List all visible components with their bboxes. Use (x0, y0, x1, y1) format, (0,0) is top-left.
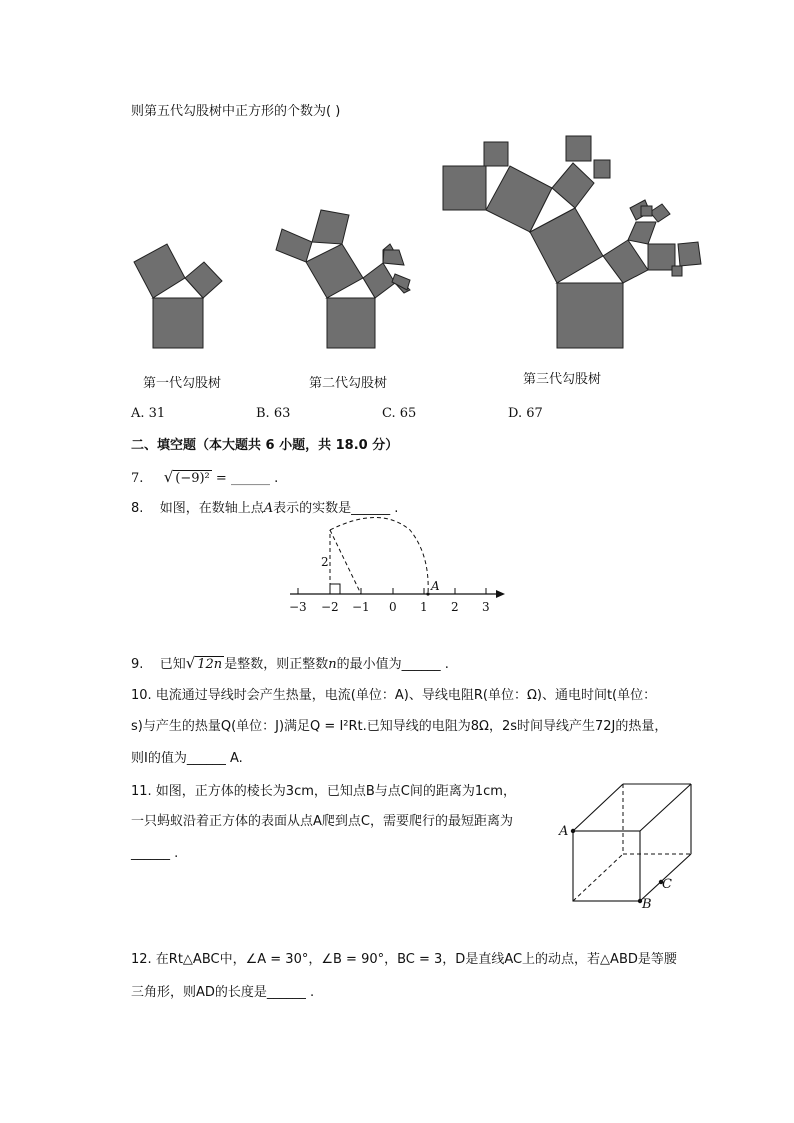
q8-var: A (263, 501, 274, 516)
q12-line2: 三角形，则AD的长度是______ . (131, 985, 315, 1000)
q7-tail: = ______ . (215, 471, 279, 486)
q10-line2: s)与产生的热量Q(单位：J)满足Q = I²Rt.已知导线的电阻为8Ω，2s时间导线产生72J的热量， (131, 719, 668, 734)
q11-line2: 一只蚂蚁沿着正方体的表面从点A爬到点C，需要爬行的最短距离为 (131, 814, 513, 829)
q9-number: 9. (131, 657, 144, 672)
nl-point-label: A (431, 579, 440, 593)
q6-prompt: 则第五代勾股树中正方形的个数为( ) (131, 104, 341, 119)
nl-tick-2: 2 (451, 600, 459, 614)
q9-radicand: 12n (197, 657, 223, 672)
option-c: C. 65 (382, 406, 417, 421)
q9-pre: 已知 (159, 657, 186, 672)
q7-number: 7. (131, 471, 144, 486)
nl-tick-3: 3 (482, 600, 490, 614)
nl-tick-minus2: −2 (321, 600, 339, 614)
sqrt-symbol: √ (185, 654, 196, 672)
tree2-caption: 第二代勾股树 (309, 376, 388, 391)
q10-line1: 10. 电流通过导线时会产生热量，电流(单位：A)、导线电阻R(单位：Ω)、通电时间t(单位： (131, 688, 657, 703)
cube-label-c: C (662, 877, 672, 892)
nl-tick-1: 1 (420, 600, 428, 614)
nl-tick-minus3: −3 (289, 600, 307, 614)
q7-radicand: (−9)² (175, 471, 210, 486)
q11-line1: 11. 如图，正方体的棱长为3cm，已知点B与点C间的距离为1cm， (131, 784, 516, 799)
nl-tick-minus1: −1 (352, 600, 370, 614)
q9-var: n (328, 657, 337, 672)
q11-line3: ______ . (131, 846, 179, 861)
q9-post: 的最小值为______ . (336, 657, 449, 672)
cube-label-b: B (642, 897, 652, 912)
q12-line1: 12. 在Rt△ABC中，∠A = 30°，∠B = 90°，BC = 3，D是直线AC上的动点，若△ABD是等腰 (131, 952, 677, 967)
q8-post: 表示的实数是______ . (273, 501, 399, 516)
option-b: B. 63 (256, 406, 291, 421)
section2-title: 二、填空题（本大题共 6 小题，共 18.0 分） (131, 438, 399, 453)
cube-label-a: A (559, 824, 569, 839)
q8-number: 8. (131, 501, 144, 516)
q10-line3: 则I的值为______ A. (131, 751, 243, 766)
tree1-caption: 第一代勾股树 (143, 376, 222, 391)
sqrt-symbol: √ (163, 468, 174, 486)
q9-mid: 是整数，则正整数 (224, 657, 329, 672)
cube-point-a (571, 829, 575, 833)
option-a: A. 31 (131, 406, 166, 421)
nl-tick-0: 0 (389, 600, 397, 614)
q8-pre: 如图，在数轴上点 (159, 501, 264, 516)
tree3-caption: 第三代勾股树 (523, 372, 602, 387)
option-d: D. 67 (508, 406, 543, 421)
nl-height-label: 2 (321, 555, 329, 569)
